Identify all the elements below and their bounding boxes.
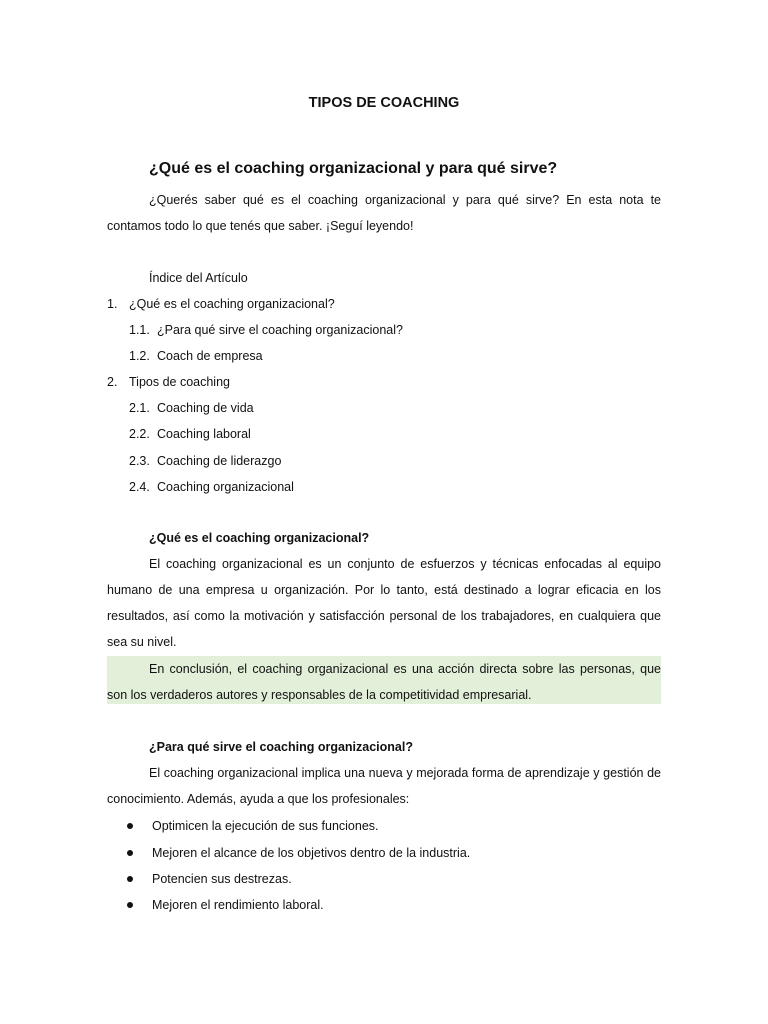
section1-heading: ¿Qué es el coaching organizacional? [149,531,370,545]
index-number: 1. [107,297,118,311]
index-item: ¿Qué es el coaching organizacional? [129,297,335,311]
bullet-item: Mejoren el rendimiento laboral. [152,898,324,912]
index-item: Coaching de liderazgo [157,454,282,468]
index-title: Índice del Artículo [149,271,248,285]
index-item: Coach de empresa [157,349,263,363]
section2-paragraph: El coaching organizacional implica una nueva y mejorada forma de aprendizaje y gestión de conocimiento. Además, ayuda a que los profesionales: [107,766,661,806]
index-number: 2.3. [129,454,150,468]
index-item: Coaching organizacional [157,480,294,494]
index-number: 1.1. [129,323,150,337]
index-number: 2.4. [129,480,150,494]
bullet-icon [127,823,133,829]
bullet-item: Potencien sus destrezas. [152,872,292,886]
document-title: TIPOS DE COACHING [308,95,460,111]
index-item: Tipos de coaching [129,375,230,389]
section1-paragraph: El coaching organizacional es un conjunto de esfuerzos y técnicas enfocadas al equipo humano de una empresa u organización. Por lo tanto, está destinado a lograr eficacia en los resultados, así como la motivación y satisfacción personal de los trabajadores, en cualquiera que sea su nivel. [107,557,661,649]
bullet-item: Mejoren el alcance de los objetivos dentro de la industria. [152,846,471,860]
intro-paragraph: ¿Querés saber qué es el coaching organizacional y para qué sirve? En esta nota te contamos todo lo que tenés que saber. ¡Seguí leyendo! [107,193,661,233]
index-number: 2.2. [129,427,150,441]
section2-heading: ¿Para qué sirve el coaching organizacional? [149,740,413,754]
index-number: 2. [107,375,118,389]
index-item: Coaching laboral [157,427,251,441]
index-number: 1.2. [129,349,150,363]
bullet-icon [127,876,133,882]
index-item: Coaching de vida [157,401,254,415]
index-number: 2.1. [129,401,150,415]
index-item: ¿Para qué sirve el coaching organizacional? [157,323,403,337]
bullet-icon [127,850,133,856]
main-heading: ¿Qué es el coaching organizacional y para qué sirve? [149,160,558,177]
bullet-icon [127,902,133,908]
section1-highlight: En conclusión, el coaching organizacional es una acción directa sobre las personas, que son los verdaderos autores y responsables de la competitividad empresarial. [107,656,661,704]
bullet-item: Optimicen la ejecución de sus funciones. [152,819,379,833]
